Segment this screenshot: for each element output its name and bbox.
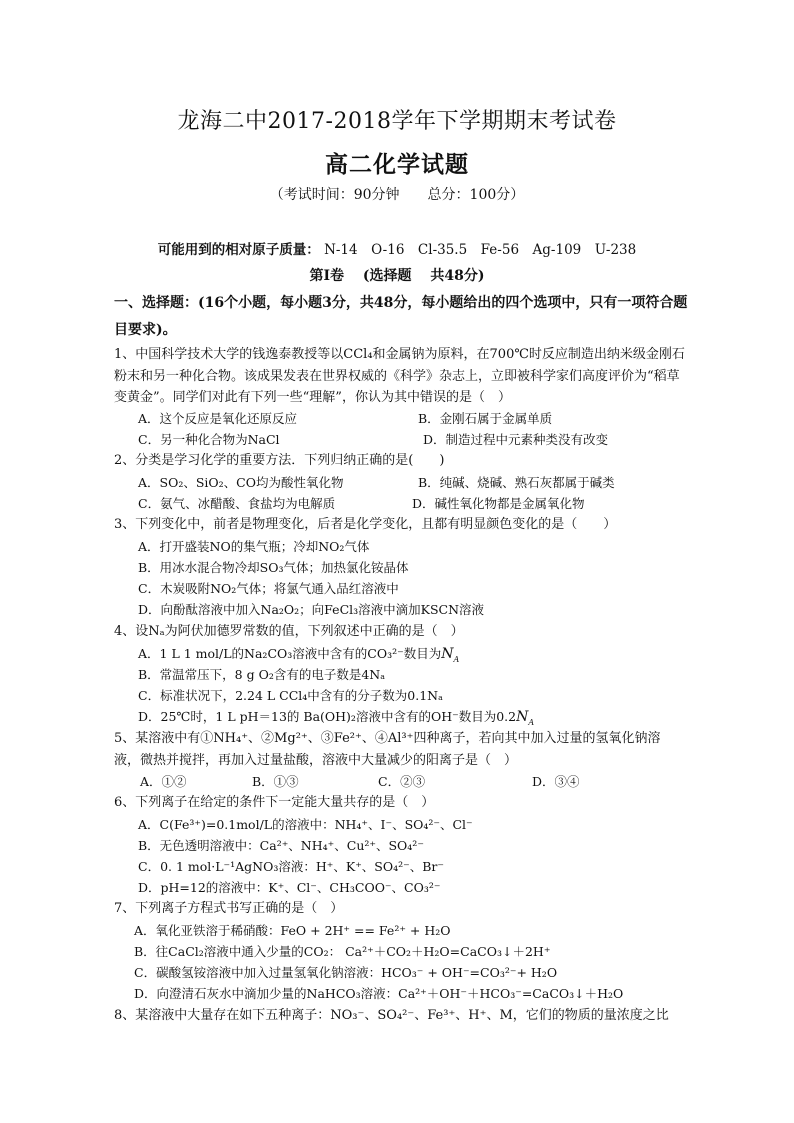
- atomic-masses-values: N-14 O-16 Cl-35.5 Fe-56 Ag-109 U-238: [324, 242, 637, 258]
- question-4-stem: 4、设Nₐ为阿伏加德罗常数的值，下列叙述中正确的是（ ）: [114, 624, 464, 639]
- question-5-stem: 5、某溶液中有①NH₄⁺、②Mg²⁺、③Fe²⁺、④Al³⁺四种离子，若向其中加入过量的氢氧化钠溶液，微热并搅拌，再加入过量盐酸，溶液中大量减少的阳离子是（ ）: [114, 731, 661, 768]
- q7-option-b: B．往CaCl₂溶液中通入少量的CO₂： Ca²⁺＋CO₂＋H₂O=CaCO₃↓＋2H⁺: [134, 944, 551, 959]
- q7-option-c: C．碳酸氢铵溶液中加入过量氢氧化钠溶液：HCO₃⁻ + OH⁻=CO₃²⁻+ H₂O: [134, 965, 558, 980]
- question-7-stem: 7、下列离子方程式书写正确的是（ ）: [114, 901, 344, 916]
- q3-option-a: A．打开盛装NO的集气瓶；冷却NO₂气体: [138, 539, 370, 554]
- atomic-masses-label: 可能用到的相对原子质量：: [157, 242, 320, 258]
- question-6-stem: 6、下列离子在给定的条件下一定能大量共存的是（ ）: [114, 795, 435, 810]
- q3-option-d: D．向酚酞溶液中加入Na₂O₂；向FeCl₃溶液中滴加KSCN溶液: [138, 602, 485, 617]
- question-8-stem: 8、某溶液中大量存在如下五种离子：NO₃⁻、SO₄²⁻、Fe³⁺、H⁺、M，它们的物质的量浓度之比: [114, 1008, 669, 1023]
- question-1-stem: 1、中国科学技术大学的钱逸泰教授等以CCl₄和金属钠为原料，在700℃时反应制造出纳米级金刚石粉末和另一种化合物。该成果发表在世界权威的《科学》杂志上，立即被科学家们高度评价为“稻草变黄金”。同学们对此有下列一些“理解”，你认为其中错误的是（ ）: [114, 347, 685, 405]
- atomic-masses-line: [0, 238, 794, 258]
- q1-option-a: A．这个反应是氧化还原反应: [138, 411, 298, 426]
- q7-option-a: A．氧化亚铁溶于稀硝酸：FeO + 2H⁺ == Fe²⁺ + H₂O: [134, 923, 451, 938]
- avogadro-symbol-sub: A: [528, 717, 535, 727]
- q4-option-b: B．常温常压下，8 g O₂含有的电子数是4Nₐ: [138, 667, 386, 682]
- q3-option-c: C．木炭吸附NO₂气体；将氯气通入品红溶液中: [138, 581, 399, 596]
- avogadro-symbol: [516, 709, 534, 725]
- exam-title: 龙海二中2017-2018学年下学期期末考试卷: [177, 109, 617, 134]
- avogadro-symbol: [441, 646, 459, 662]
- exam-info: （考试时间：90分钟 总分：100分）: [269, 187, 525, 203]
- q4-option-d-text: D．25℃时，1 L pH＝13的 Ba(OH)₂溶液中含有的OH⁻数目为0.2: [138, 709, 517, 724]
- q4-option-a-text: A．1 L 1 mol/L的Na₂CO₃溶液中含有的CO₃²⁻数目为: [138, 646, 442, 661]
- q4-option-a: [138, 644, 459, 664]
- q7-option-d: D．向澄清石灰水中滴加少量的NaHCO₃溶液：Ca²⁺＋OH⁻＋HCO₃⁻=CaCO₃↓＋H₂O: [134, 986, 624, 1001]
- q2-option-a: A．SO₂、SiO₂、CO均为酸性氧化物: [138, 475, 344, 490]
- avogadro-symbol-sub: A: [453, 654, 460, 664]
- avogadro-symbol-n: N: [441, 646, 454, 662]
- q2-option-d: D．碱性氧化物都是金属氧化物: [412, 496, 585, 511]
- q6-option-c: C．0. 1 mol·L⁻¹AgNO₃溶液：H⁺、K⁺、SO₄²⁻、Br⁻: [138, 859, 445, 874]
- q4-option-d: [138, 707, 534, 727]
- q5-option-a: A．①②: [140, 774, 187, 789]
- q6-option-b: B．无色透明溶液中：Ca²⁺、NH₄⁺、Cu²⁺、SO₄²⁻: [138, 838, 424, 853]
- q1-option-b: B．金刚石属于金属单质: [418, 411, 553, 426]
- q4-option-c: C．标准状况下，2.24 L CCl₄中含有的分子数为0.1Nₐ: [138, 688, 443, 703]
- q5-option-b: B．①③: [252, 774, 299, 789]
- q2-option-c: C．氨气、冰醋酸、食盐均为电解质: [138, 496, 336, 511]
- q1-option-d: D．制造过程中元素种类没有改变: [423, 432, 609, 447]
- part1-title: 第Ⅰ卷 (选择题 共48分): [309, 268, 485, 284]
- avogadro-symbol-n: N: [516, 709, 529, 725]
- q6-option-d: D．pH=12的溶液中：K⁺、Cl⁻、CH₃COO⁻、CO₃²⁻: [138, 880, 441, 895]
- q2-option-b: B．纯碱、烧碱、熟石灰都属于碱类: [418, 475, 615, 490]
- q1-option-c: C．另一种化合物为NaCl: [138, 432, 280, 447]
- subject-title: 高二化学试题: [325, 151, 469, 178]
- q6-option-a: A．C(Fe³⁺)=0.1mol/L的溶液中：NH₄⁺、I⁻、SO₄²⁻、Cl⁻: [138, 817, 473, 832]
- q5-option-c: C．②③: [378, 774, 426, 789]
- question-3-stem: 3、下列变化中，前者是物理变化，后者是化学变化，且都有明显颜色变化的是（ ）: [114, 517, 617, 532]
- q5-option-d: D．③④: [532, 774, 580, 789]
- question-2-stem: 2、分类是学习化学的重要方法．下列归纳正确的是( ): [114, 453, 445, 468]
- section1-heading: 一、选择题：(16个小题，每小题3分，共48分，每小题给出的四个选项中，只有一项符合题目要求)。: [114, 295, 688, 338]
- q3-option-b: B．用冰水混合物冷却SO₃气体；加热氯化铵晶体: [138, 560, 409, 575]
